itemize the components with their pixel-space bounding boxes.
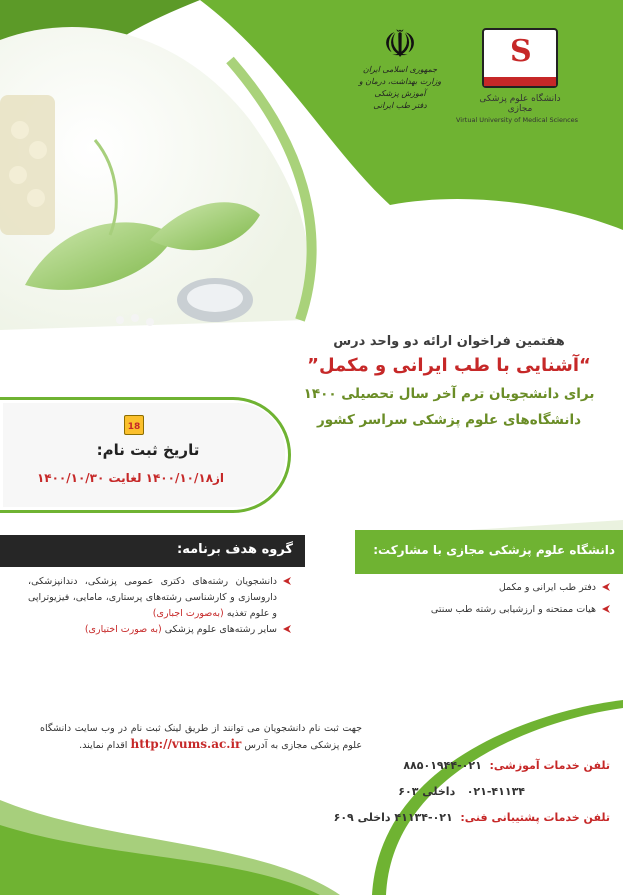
bullet-arrow-icon: [283, 625, 291, 633]
registration-dates: از۱۴۰۰/۱۰/۱۸ لغایت ۱۴۰۰/۱۰/۳۰: [36, 471, 225, 485]
list-item: [380, 580, 610, 596]
title-line-4: دانشگاه‌های علوم پزشکی سراسر کشور: [317, 412, 581, 428]
note-text: جهت ثبت نام دانشجویان می توانند از طریق لینک ثبت نام در وب سایت دانشگاه علوم پزشکی مجازی به آدرس: [40, 723, 362, 751]
list-item: [28, 574, 291, 622]
edu-phone-row: [352, 758, 610, 774]
emblem-icon: ☫: [382, 22, 418, 66]
calendar-icon: 18: [124, 415, 144, 435]
target-group-header: [0, 535, 305, 567]
vums-name-fa: دانشگاه علوم پزشکی مجازی: [479, 94, 561, 114]
course-title: “آشنایی با طب ایرانی و مکمل”: [307, 355, 591, 376]
list-item: [28, 622, 291, 638]
edu-phone-ext: داخلی ۶۰۳: [398, 785, 456, 798]
target-group-list: [28, 574, 291, 638]
registration-label: تاریخ ثبت نام:: [96, 441, 200, 459]
edu-phone-ext-row: [352, 784, 610, 800]
support-phone-label: تلفن خدمات پشتیبانی فنی:: [460, 811, 610, 824]
vums-name-en: Virtual University of Medical Sciences: [456, 116, 579, 124]
bullet-arrow-icon: [602, 583, 610, 591]
title-line-1: هفتمین فراخوان ارائه دو واحد درس: [333, 334, 565, 349]
emblem-line-1: جمهوری اسلامی ایران: [362, 65, 438, 74]
target-item-2-note: (به صورت اختیاری): [84, 624, 162, 635]
pill-jar: [0, 95, 55, 235]
emblem-line-3: دفتر طب ایرانی: [373, 101, 427, 110]
note-suffix: اقدام نمایند.: [79, 740, 128, 751]
title-line-3: برای دانشجویان ترم آخر سال تحصیلی ۱۴۰۰: [303, 386, 595, 402]
target-item-1-text: دانشجویان رشته‌های دکتری عمومی پزشکی، دندانپزشکی، داروسازی و کارشناسی رشته‌های پرستاری، مامایی، فیزیوتراپی و علوم تغذیه: [28, 576, 277, 619]
edu-phone-label: تلفن خدمات آموزشی:: [489, 759, 610, 772]
support-phone-number: ۰۲۱-۴۱۱۳۴ داخلی ۶۰۹: [333, 811, 453, 824]
list-item: [380, 602, 610, 618]
target-item-1-note: (به‌صورت اجباری): [152, 608, 224, 619]
target-group-heading: گروه هدف برنامه:: [177, 542, 293, 557]
partners-list: [380, 580, 610, 624]
bullet-arrow-icon: [602, 605, 610, 613]
emblem-line-2: وزارت بهداشت، درمان و آموزش پزشکی: [358, 77, 442, 98]
bullet-arrow-icon: [283, 577, 291, 585]
partner-item-1: دفتر طب ایرانی و مکمل: [498, 582, 596, 593]
title-block: [290, 334, 608, 428]
registration-note: [40, 720, 362, 754]
contact-phones: [333, 758, 610, 836]
vums-logo: [456, 28, 579, 124]
registration-panel: [0, 400, 288, 510]
support-phone-row: [333, 810, 610, 826]
iran-emblem: [352, 24, 448, 112]
partners-header: [355, 530, 623, 574]
target-item-2-text: سایر رشته‌های علوم پزشکی: [164, 624, 277, 635]
partner-item-2: هیات ممتحنه و ارزشیابی رشته طب سنتی: [430, 604, 596, 615]
edu-phone-number-2: ۰۲۱-۴۱۱۳۴: [466, 785, 525, 798]
website-link[interactable]: http://vums.ac.ir: [130, 737, 242, 751]
partners-heading: دانشگاه علوم پزشکی مجازی با مشارکت:: [373, 543, 615, 557]
edu-phone-number: ۰۲۱-۸۸۵۰۱۹۴۴: [403, 759, 482, 772]
vums-logo-mark: S: [482, 28, 558, 88]
